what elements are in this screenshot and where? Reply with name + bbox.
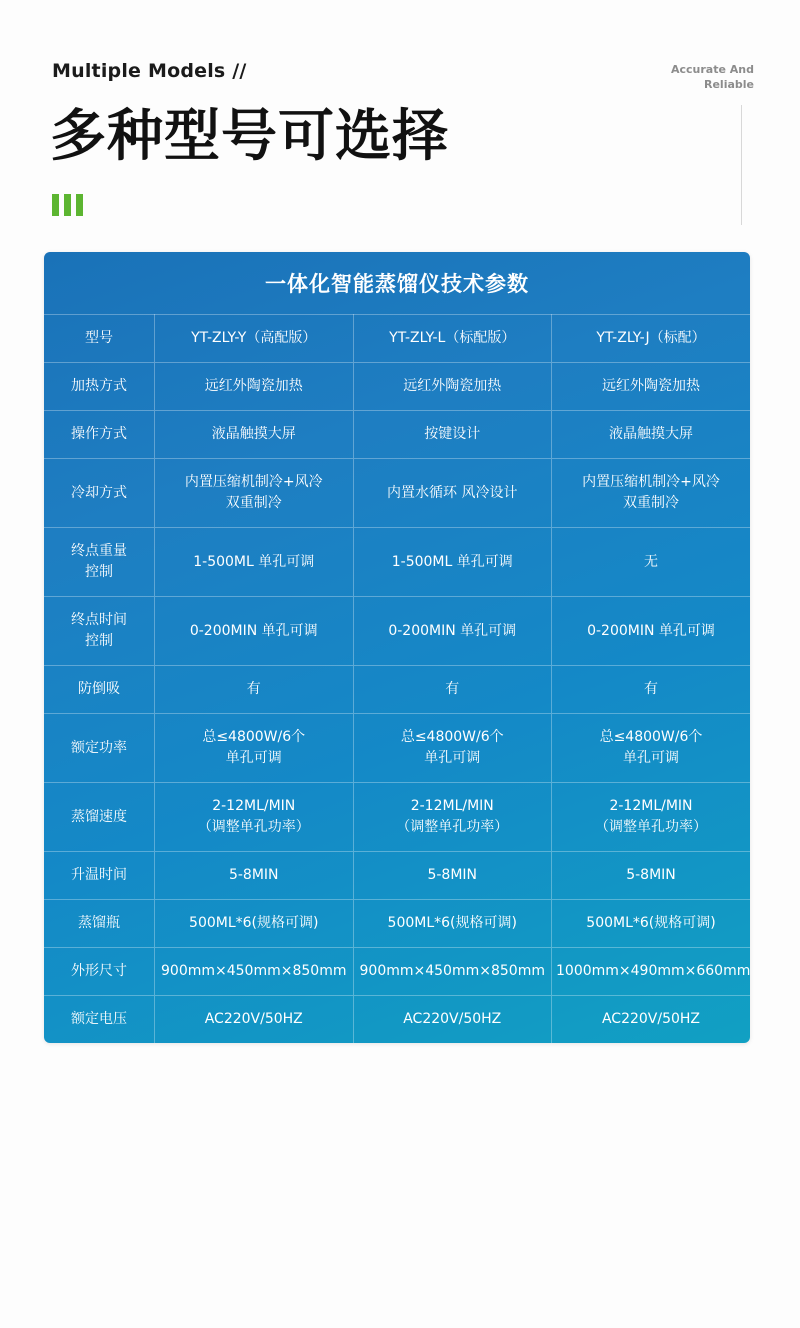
table-cell-line: 远红外陶瓷加热: [204, 378, 303, 394]
row-label-line: 外形尺寸: [71, 963, 127, 979]
vertical-divider: [741, 105, 742, 225]
table-cell-line: 1000mm×490mm×660mm: [556, 963, 750, 979]
table-cell: [552, 900, 751, 948]
row-label-line: 控制: [85, 633, 113, 649]
table-row: [44, 597, 750, 666]
table-cell: [155, 411, 354, 459]
table-cell: [552, 666, 751, 714]
table-cell: [353, 411, 552, 459]
table-cell: [155, 996, 354, 1044]
table-cell: [353, 900, 552, 948]
table-cell-line: AC220V/50HZ: [204, 1011, 303, 1027]
accent-bar-1: [52, 194, 59, 216]
table-cell: [552, 948, 751, 996]
table-cell-line: 5-8MIN: [228, 867, 279, 883]
table-cell: [353, 996, 552, 1044]
table-cell: [155, 597, 354, 666]
table-cell: [552, 597, 751, 666]
row-label: [44, 996, 155, 1044]
table-cell-line: 500ML*6(规格可调): [387, 915, 517, 931]
row-label: [44, 315, 155, 363]
row-label-line: 终点重量: [71, 543, 127, 559]
table-cell-line: 双重制冷: [623, 495, 679, 511]
table-row: [44, 459, 750, 528]
accent-bars-decoration: [52, 194, 83, 216]
table-cell: [552, 714, 751, 783]
table-cell-line: （调整单孔功率）: [595, 819, 707, 835]
table-cell-line: 5-8MIN: [427, 867, 478, 883]
row-label: [44, 459, 155, 528]
table-cell: [155, 363, 354, 411]
row-label-line: 加热方式: [71, 378, 127, 394]
table-cell-line: 单孔可调: [424, 750, 481, 766]
table-cell: [155, 315, 354, 363]
table-cell-line: AC220V/50HZ: [601, 1011, 701, 1027]
table-cell-line: 900mm×450mm×850mm: [359, 963, 545, 979]
row-label: [44, 597, 155, 666]
row-label: [44, 528, 155, 597]
table-cell-line: YT-ZLY-J（标配）: [596, 330, 706, 346]
row-label-line: 冷却方式: [71, 484, 127, 501]
page-header: [0, 0, 800, 240]
row-label-line: 升温时间: [71, 867, 127, 883]
table-cell-line: （调整单孔功率）: [396, 819, 509, 835]
table-cell-line: 总≤4800W/6个: [599, 729, 703, 745]
row-label-line: 型号: [85, 330, 113, 346]
table-cell: [552, 315, 751, 363]
table-cell: [353, 459, 552, 528]
table-row: [44, 528, 750, 597]
row-label: [44, 714, 155, 783]
table-cell: [155, 714, 354, 783]
table-cell-line: 内置压缩机制冷+风冷: [184, 474, 323, 490]
table-cell-line: 0-200MIN 单孔可调: [388, 622, 517, 639]
table-cell-line: 2-12ML/MIN: [212, 798, 296, 814]
table-cell-line: 液晶触摸大屏: [211, 426, 296, 442]
table-cell: [353, 852, 552, 900]
table-cell-line: 总≤4800W/6个: [202, 729, 306, 745]
row-label-line: 蒸馏瓶: [78, 915, 120, 931]
table-cell: [552, 459, 751, 528]
table-cell: [353, 597, 552, 666]
table-cell: [155, 948, 354, 996]
row-label-line: 蒸馏速度: [71, 808, 127, 825]
table-row: [44, 666, 750, 714]
table-cell-line: 按键设计: [424, 426, 481, 442]
table-row: [44, 315, 750, 363]
table-cell: [353, 315, 552, 363]
table-cell: [353, 948, 552, 996]
table-cell-line: YT-ZLY-L（标配版）: [389, 330, 516, 346]
table-cell-line: 单孔可调: [225, 750, 282, 766]
table-cell-line: 2-12ML/MIN: [410, 798, 494, 814]
table-cell-line: 液晶触摸大屏: [609, 426, 693, 442]
table-cell: [353, 783, 552, 852]
table-cell: [552, 852, 751, 900]
table-cell-line: 1-500ML 单孔可调: [193, 553, 315, 570]
table-cell: [353, 666, 552, 714]
corner-note-line-2: Reliable: [704, 78, 754, 91]
row-label: [44, 852, 155, 900]
table-cell-line: 单孔可调: [623, 750, 679, 766]
table-cell-line: （调整单孔功率）: [197, 819, 310, 835]
row-label: [44, 948, 155, 996]
row-label: [44, 666, 155, 714]
row-label-line: 额定功率: [71, 739, 127, 756]
table-cell-line: 5-8MIN: [626, 867, 676, 883]
header-eyebrow: Multiple Models //: [52, 60, 247, 82]
page-title: 多种型号可选择: [50, 103, 449, 169]
table-cell: [353, 363, 552, 411]
table-cell-line: 有: [445, 681, 460, 697]
table-cell-line: 无: [644, 553, 658, 570]
table-cell-line: 远红外陶瓷加热: [602, 378, 700, 394]
table-cell-line: 500ML*6(规格可调): [189, 915, 319, 931]
row-label-line: 防倒吸: [78, 681, 120, 697]
row-label-line: 终点时间: [71, 612, 127, 628]
row-label: [44, 783, 155, 852]
row-label-line: 操作方式: [71, 426, 127, 442]
row-label: [44, 363, 155, 411]
table-cell: [552, 996, 751, 1044]
table-cell-line: 内置水循环 风冷设计: [387, 484, 518, 501]
table-cell-line: 0-200MIN 单孔可调: [587, 622, 715, 639]
table-cell: [552, 363, 751, 411]
corner-note: [604, 62, 754, 92]
row-label: [44, 411, 155, 459]
spec-panel-title: 一体化智能蒸馏仪技术参数: [265, 272, 529, 296]
spec-panel: [44, 252, 750, 1043]
row-label: [44, 900, 155, 948]
spec-table: [44, 314, 750, 1043]
row-label-line: 控制: [85, 564, 113, 580]
table-row: [44, 714, 750, 783]
table-cell: [155, 528, 354, 597]
table-cell-line: 远红外陶瓷加热: [403, 378, 502, 394]
table-cell-line: 有: [644, 681, 658, 697]
table-cell-line: 900mm×450mm×850mm: [161, 963, 347, 979]
table-cell-line: 有: [246, 681, 261, 697]
table-cell: [552, 411, 751, 459]
table-row: [44, 852, 750, 900]
table-cell: [155, 852, 354, 900]
table-row: [44, 996, 750, 1044]
table-cell-line: 500ML*6(规格可调): [586, 915, 716, 931]
table-cell: [155, 783, 354, 852]
table-cell: [552, 528, 751, 597]
table-cell: [353, 528, 552, 597]
corner-note-line-1: Accurate And: [671, 63, 754, 76]
table-cell-line: 2-12ML/MIN: [609, 798, 693, 814]
table-cell-line: AC220V/50HZ: [403, 1011, 502, 1027]
accent-bar-2: [64, 194, 71, 216]
table-row: [44, 900, 750, 948]
row-label-line: 额定电压: [71, 1011, 127, 1027]
table-row: [44, 783, 750, 852]
table-cell: [155, 900, 354, 948]
table-row: [44, 948, 750, 996]
table-cell-line: 总≤4800W/6个: [400, 729, 504, 745]
accent-bar-3: [76, 194, 83, 216]
table-cell-line: 内置压缩机制冷+风冷: [582, 474, 720, 490]
table-cell-line: 双重制冷: [225, 495, 282, 511]
table-cell: [155, 459, 354, 528]
table-cell: [552, 783, 751, 852]
table-cell-line: 1-500ML 单孔可调: [391, 553, 513, 570]
table-row: [44, 411, 750, 459]
table-cell: [353, 714, 552, 783]
table-cell: [155, 666, 354, 714]
table-cell-line: YT-ZLY-Y（高配版）: [191, 330, 317, 346]
table-row: [44, 363, 750, 411]
table-cell-line: 0-200MIN 单孔可调: [189, 622, 318, 639]
